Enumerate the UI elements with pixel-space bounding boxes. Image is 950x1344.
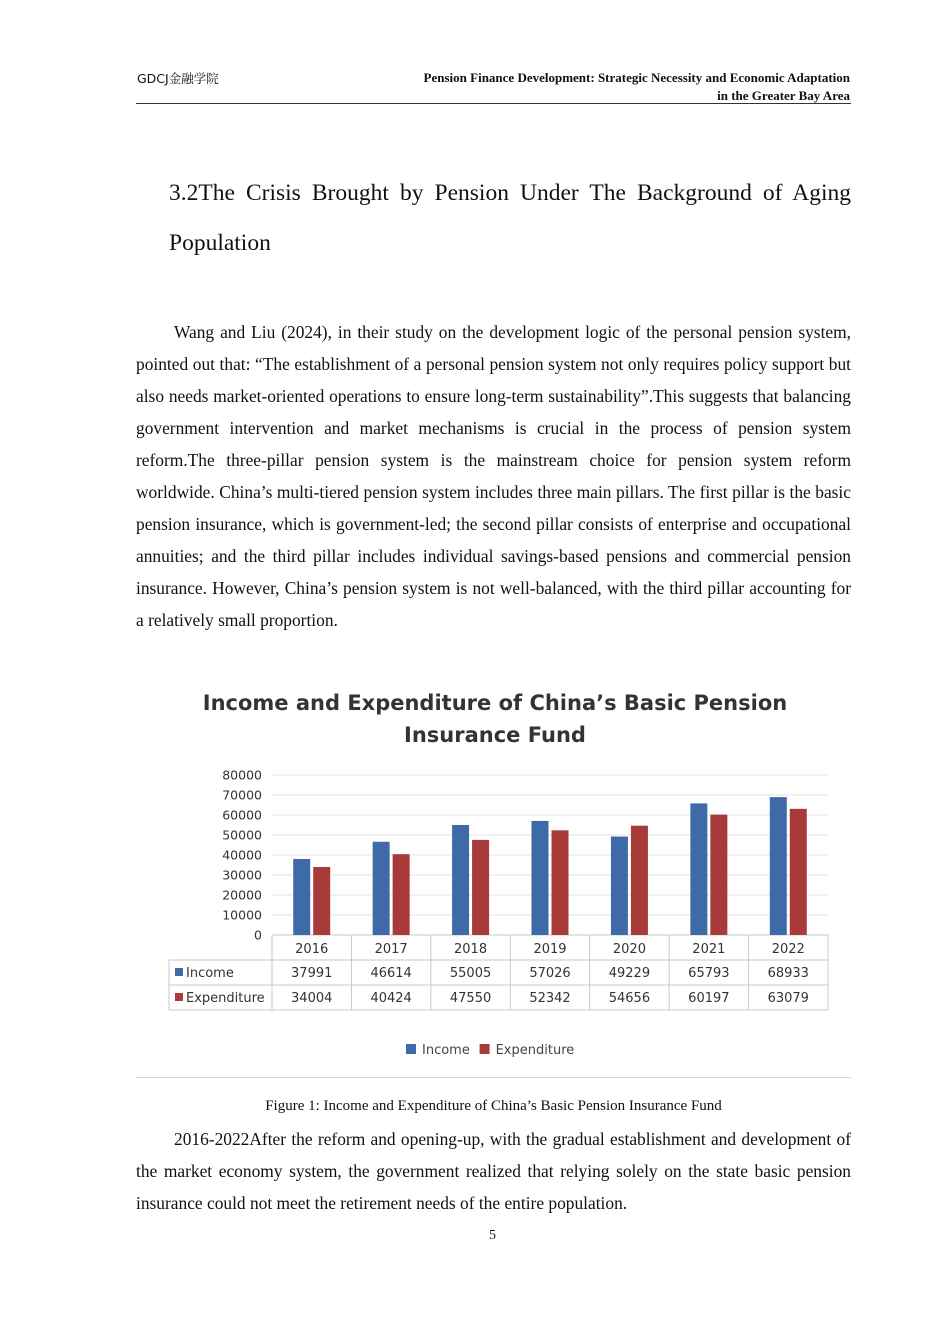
bar-income [532,821,549,935]
y-tick-label: 10000 [222,907,262,923]
data-value: 40424 [370,991,412,1006]
bar-expenditure [313,867,330,935]
bar-expenditure [790,809,807,935]
bar-expenditure [552,830,569,935]
header-title-line2: in the Greater Bay Area [717,88,850,103]
table-legend-key [175,968,183,976]
body-paragraph-1: Wang and Liu (2024), in their study on the development logic of the personal pension system, pointed out that: “The establishment of a personal pension system not only requires policy support but also needs market-oriented operations to ensure long-term sustainability”.This suggests that balancing government intervention and market mechanisms is crucial in the process of pension system reform.The three-pillar pension system is the mainstream choice for pension system reform worldwide. China’s multi-tiered pension system includes three main pillars. The first pillar is the basic pension insurance, which is government-led; the second pillar consists of enterprise and occupational annuities; and the third pillar includes individual savings-based pensions and commercial pension insurance. However, China’s pension system is not well-balanced, with the third pillar accounting for a relatively small proportion. [136,322,851,630]
bar-expenditure [393,854,410,935]
chart-title-line1: Income and Expenditure of China’s Basic Pension [202,691,788,715]
bar-income [293,859,310,935]
table-legend-key [175,993,183,1001]
bar-chart [160,680,850,1080]
category-label: 2017 [374,942,408,957]
data-value: 68933 [767,966,809,981]
bar-income [770,797,787,935]
data-value: 63079 [767,991,809,1006]
y-tick-label: 70000 [222,787,262,803]
data-value: 34004 [291,991,333,1006]
bar-income [690,803,707,935]
table-series-label: Expenditure [186,991,265,1006]
y-tick-label: 20000 [222,887,262,903]
category-label: 2019 [533,942,567,957]
y-tick-label: 50000 [222,827,262,843]
table-series-label: Income [186,966,234,981]
data-value: 37991 [291,966,333,981]
figure-border [136,1077,851,1078]
bar-expenditure [710,815,727,935]
bar-expenditure [631,826,648,935]
category-label: 2018 [454,942,488,957]
y-tick-label: 40000 [222,847,262,863]
category-label: 2016 [295,942,329,957]
header-institution: GDCJ金融学院 [137,71,219,86]
data-value: 47550 [449,991,492,1006]
legend-label: Income [422,1043,470,1058]
data-value: 57026 [529,966,571,981]
y-tick-label: 30000 [222,867,262,883]
data-value: 65793 [688,966,730,981]
page-number: 5 [489,1228,496,1243]
data-value: 54656 [608,991,651,1006]
y-tick-label: 60000 [222,807,262,823]
data-value: 60197 [688,991,730,1006]
header-title-line1: Pension Finance Development: Strategic Necessity and Economic Adaptation [423,70,850,85]
category-label: 2021 [692,942,726,957]
data-value: 46614 [370,966,412,981]
chart-title-line2: Insurance Fund [404,723,586,747]
data-value: 55005 [449,966,492,981]
header-rule [136,103,851,104]
section-title: 3.2The Crisis Brought by Pension Under The Background of Aging Population [169,180,851,256]
y-tick-label: 0 [254,927,262,943]
body-paragraph-2: 2016-2022After the reform and opening-up, with the gradual establishment and development of the market economy system, the government realized that relying solely on the state basic pension insurance could not meet the retirement needs of the entire population. [136,1129,851,1213]
data-value: 52342 [529,991,571,1006]
bar-income [373,842,390,935]
header-paper-title [424,69,850,105]
category-label: 2022 [771,942,805,957]
data-value: 49229 [608,966,651,981]
legend-key-expenditure [480,1044,490,1054]
bar-expenditure [472,840,489,935]
figure-caption: Figure 1: Income and Expenditure of China’s Basic Pension Insurance Fund [265,1098,722,1114]
chart-figure [160,680,850,1080]
legend-key-income [406,1044,416,1054]
y-tick-label: 80000 [222,767,262,783]
bar-income [611,837,628,935]
bar-income [452,825,469,935]
legend-label: Expenditure [495,1043,575,1058]
category-label: 2020 [612,942,646,957]
